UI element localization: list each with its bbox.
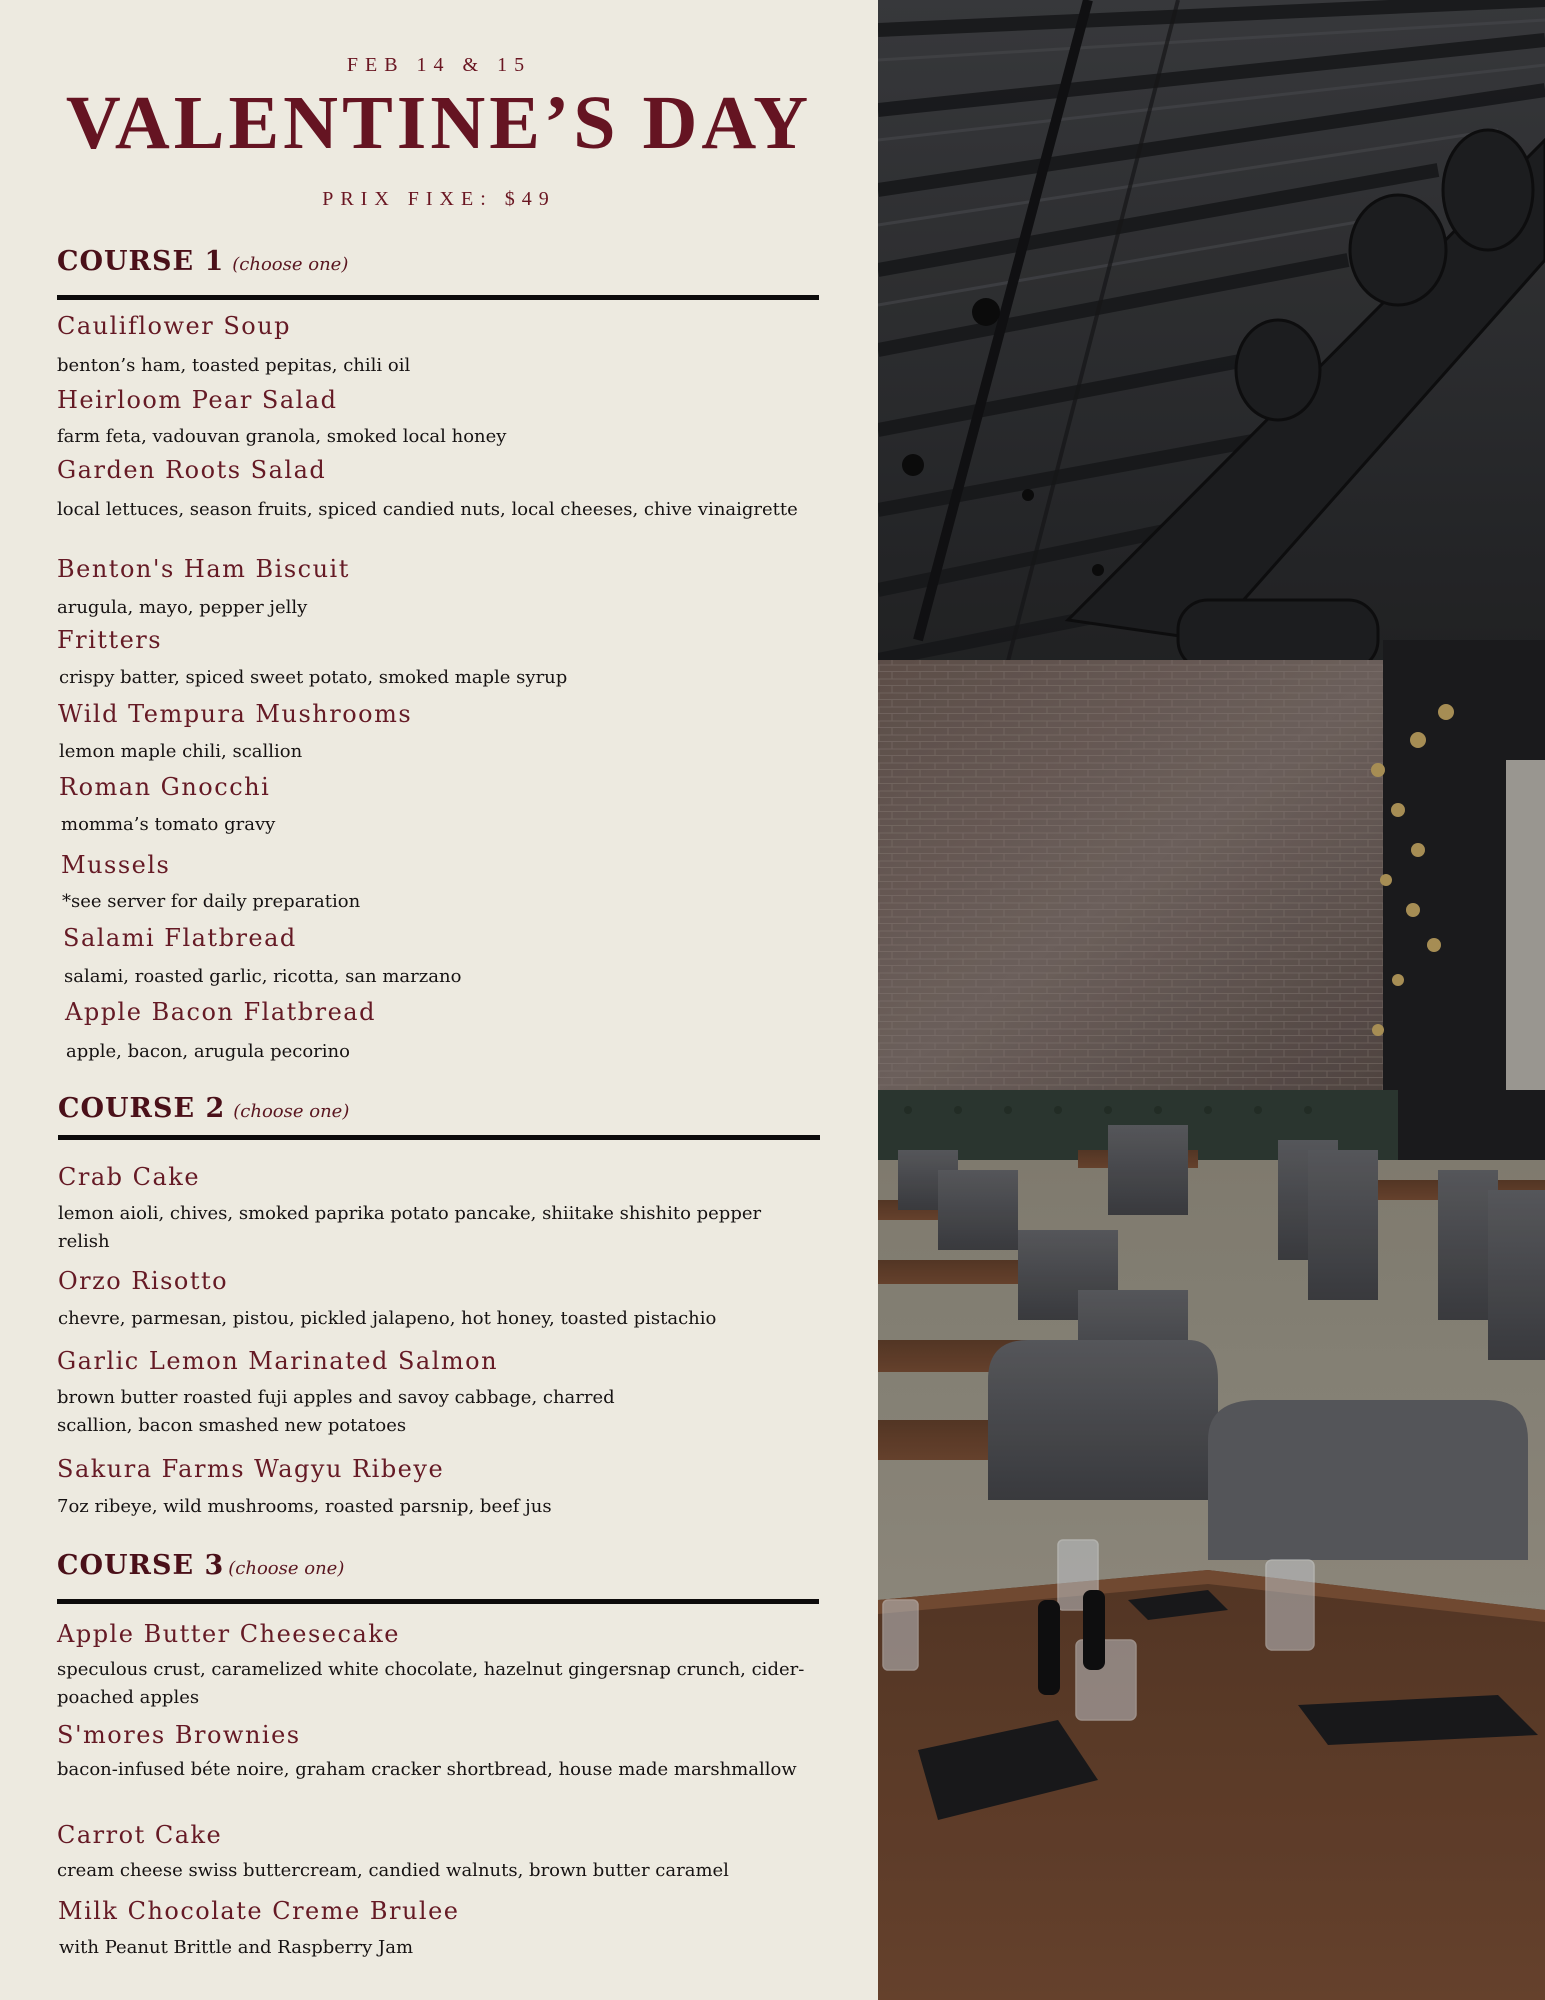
course-label: COURSE 3 [57, 1550, 225, 1581]
menu-item-name: Garden Roots Salad [57, 456, 327, 484]
menu-item-description: momma’s tomato gravy [61, 814, 276, 835]
menu-item-name: Sakura Farms Wagyu Ribeye [57, 1455, 445, 1483]
course-note: (choose one) [232, 254, 349, 275]
menu-item-name: Apple Butter Cheesecake [57, 1620, 400, 1648]
menu-item-name: Apple Bacon Flatbread [65, 998, 376, 1026]
menu-item-name: Heirloom Pear Salad [57, 386, 338, 414]
menu-item-description: with Peanut Brittle and Raspberry Jam [59, 1937, 414, 1958]
menu-item-description: chevre, parmesan, pistou, pickled jalapeno, hot honey, toasted pistachio [58, 1308, 717, 1329]
menu-item-description: apple, bacon, arugula pecorino [66, 1041, 350, 1062]
menu-item-name: Fritters [57, 626, 163, 654]
menu-item-description: crispy batter, spiced sweet potato, smoked maple syrup [59, 667, 568, 688]
course-2-heading [58, 1093, 349, 1124]
menu-item-description: bacon-infused béte noire, graham cracker shortbread, house made marshmallow [57, 1759, 797, 1780]
menu-item-name: Orzo Risotto [58, 1267, 229, 1295]
course-note: (choose one) [233, 1101, 350, 1122]
menu-item-description: 7oz ribeye, wild mushrooms, roasted parsnip, beef jus [57, 1496, 552, 1517]
restaurant-interior-photo [878, 0, 1545, 2000]
course-1-heading [57, 246, 348, 277]
menu-item-description: *see server for daily preparation [62, 891, 361, 912]
menu-item-description: farm feta, vadouvan granola, smoked local honey [57, 426, 507, 447]
menu-item-name: S'mores Brownies [57, 1721, 301, 1749]
menu-item-name: Crab Cake [58, 1163, 201, 1191]
event-dates: FEB 14 & 15 [346, 54, 532, 76]
menu-item-description: salami, roasted garlic, ricotta, san marzano [64, 966, 462, 987]
menu-item-name: Salami Flatbread [63, 924, 297, 952]
menu-item-description: cream cheese swiss buttercream, candied walnuts, brown butter caramel [57, 1860, 729, 1881]
menu-item-description: brown butter roasted fuji apples and savoy cabbage, charred scallion, bacon smashed new potatoes [57, 1387, 615, 1436]
menu-item-description: benton’s ham, toasted pepitas, chili oil [57, 355, 411, 376]
course-1-divider [57, 295, 819, 300]
menu-item-name: Wild Tempura Mushrooms [58, 700, 413, 728]
course-label: COURSE 2 [58, 1093, 226, 1124]
course-3-divider [57, 1599, 819, 1604]
menu-item-name: Garlic Lemon Marinated Salmon [57, 1347, 499, 1375]
menu-item-name: Benton's Ham Biscuit [57, 555, 350, 583]
menu-item-name: Mussels [61, 851, 171, 879]
menu-item-name: Milk Chocolate Creme Brulee [58, 1897, 460, 1925]
course-2-divider [58, 1135, 820, 1140]
course-note: (choose one) [228, 1558, 345, 1579]
course-3-heading [57, 1550, 344, 1581]
menu-item-name: Carrot Cake [57, 1821, 223, 1849]
menu-item-name: Cauliflower Soup [57, 312, 292, 340]
menu-item-description: local lettuces, season fruits, spiced candied nuts, local cheeses, chive vinaigrette [57, 499, 798, 520]
prix-fixe-price: PRIX FIXE: $49 [322, 188, 556, 210]
page-title: VALENTINE’S DAY [65, 81, 813, 165]
menu-item-name: Roman Gnocchi [59, 773, 271, 801]
menu-item-description: lemon maple chili, scallion [59, 741, 303, 762]
menu-item-description: lemon aioli, chives, smoked paprika potato pancake, shiitake shishito pepper relish [58, 1203, 762, 1252]
menu-item-description: arugula, mayo, pepper jelly [57, 597, 308, 618]
menu-item-description: speculous crust, caramelized white chocolate, hazelnut gingersnap crunch, cider-poached apples [57, 1659, 805, 1708]
course-label: COURSE 1 [57, 246, 225, 277]
